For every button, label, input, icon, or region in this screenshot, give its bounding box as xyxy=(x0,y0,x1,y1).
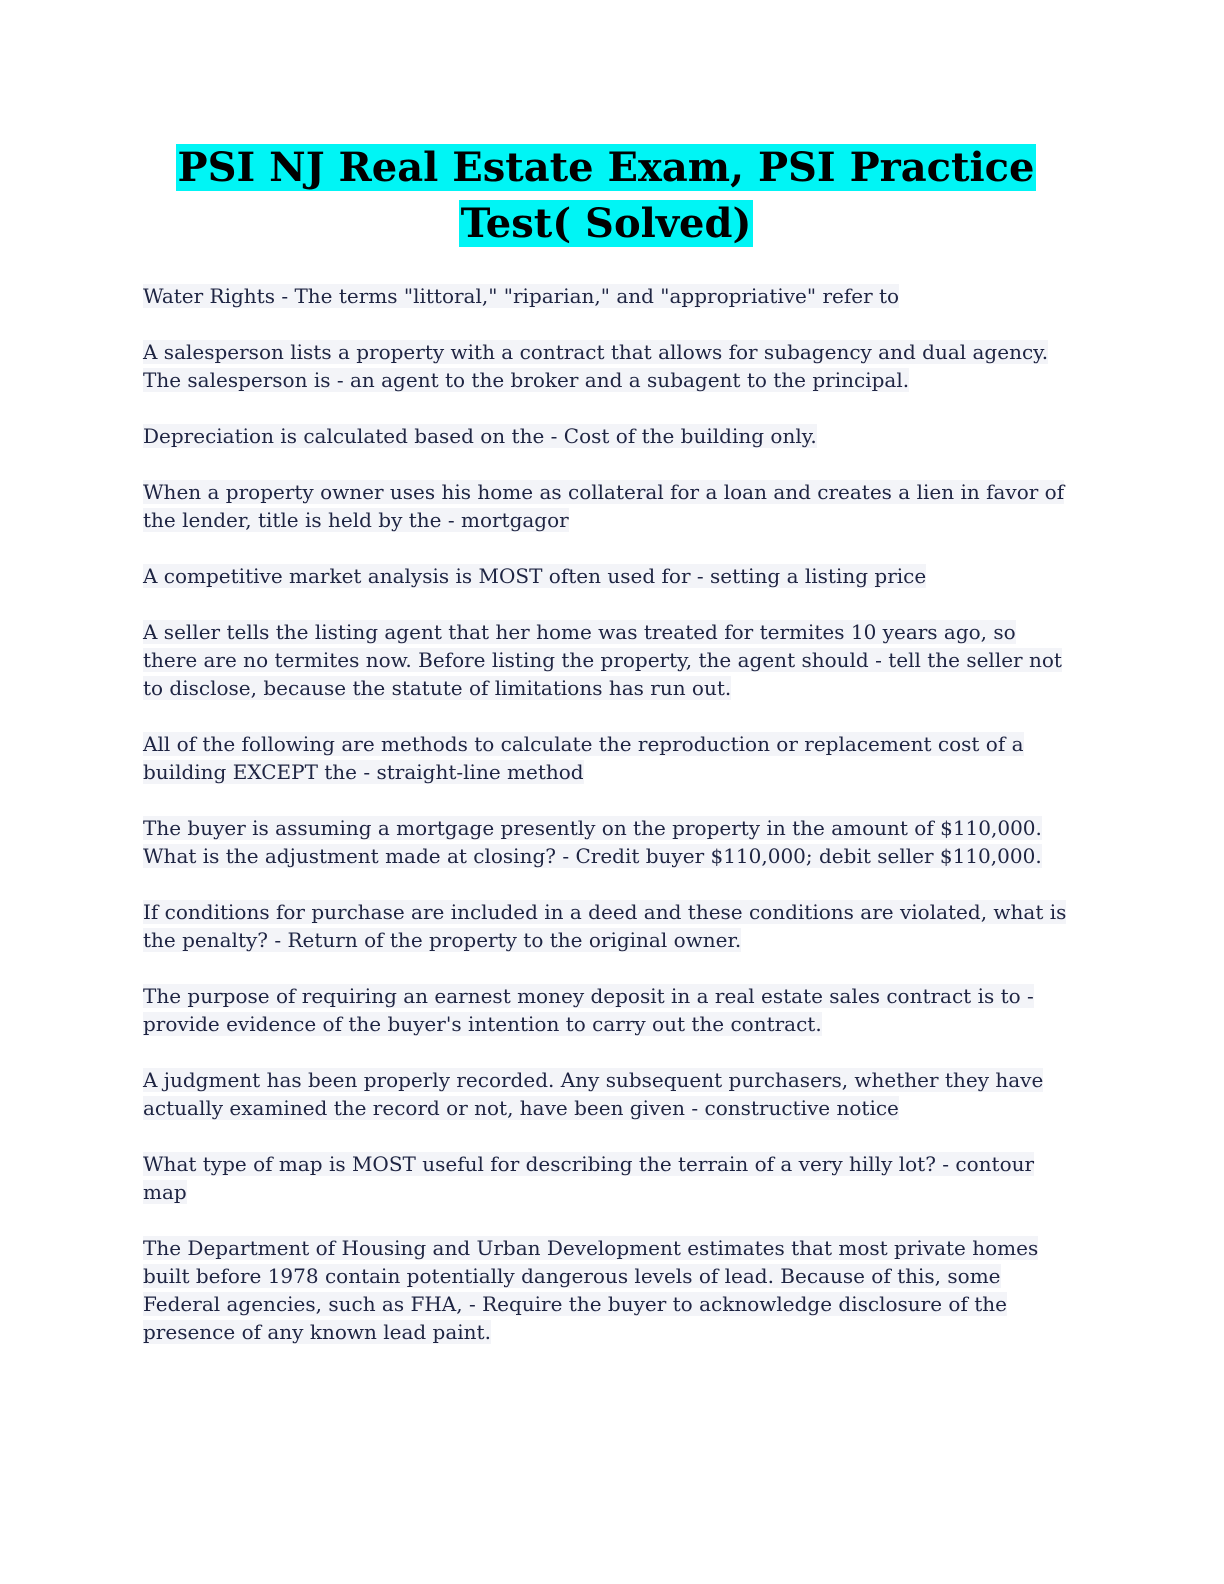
qa-item xyxy=(143,282,1069,310)
qa-text: A seller tells the listing agent that her home was treated for termites 10 years ago, so there are no termites now. Before listing the property, the agent should - tell the seller not to disclose, because the statute of limitations has run out. xyxy=(143,620,1062,700)
qa-item xyxy=(143,982,1069,1038)
qa-item xyxy=(143,730,1069,786)
qa-text: Depreciation is calculated based on the - Cost of the building only. xyxy=(143,424,817,448)
qa-item xyxy=(143,814,1069,870)
qa-text: The buyer is assuming a mortgage presently on the property in the amount of $110,000. What is the adjustment made at closing? - Credit buyer $110,000; debit seller $110,000. xyxy=(143,816,1042,868)
qa-text: All of the following are methods to calculate the reproduction or replacement cost of a building EXCEPT the - straight-line method xyxy=(143,732,1024,784)
qa-item xyxy=(143,422,1069,450)
qa-item xyxy=(143,1066,1069,1122)
qa-text: The Department of Housing and Urban Development estimates that most private homes built before 1978 contain potentially dangerous levels of lead. Because of this, some Federal agencies, such as FHA, - Require the buyer to acknowledge disclosure of the presence of any known lead paint. xyxy=(143,1236,1039,1344)
qa-text: Water Rights - The terms "littoral," "riparian," and "appropriative" refer to xyxy=(143,284,900,308)
qa-text: A salesperson lists a property with a contract that allows for subagency and dual agency. The salesperson is - an agent to the broker and a subagent to the principal. xyxy=(143,340,1049,392)
qa-text: What type of map is MOST useful for describing the terrain of a very hilly lot? - contour map xyxy=(143,1152,1035,1204)
qa-item xyxy=(143,618,1069,702)
qa-item xyxy=(143,1150,1069,1206)
qa-text: A competitive market analysis is MOST often used for - setting a listing price xyxy=(143,564,927,588)
qa-item xyxy=(143,478,1069,534)
qa-text: When a property owner uses his home as collateral for a loan and creates a lien in favor of the lender, title is held by the - mortgagor xyxy=(143,480,1065,532)
document-title xyxy=(143,140,1069,252)
qa-text: If conditions for purchase are included in a deed and these conditions are violated, what is the penalty? - Return of the property to the original owner. xyxy=(143,900,1067,952)
qa-text: The purpose of requiring an earnest money deposit in a real estate sales contract is to - provide evidence of the buyer's intention to carry out the contract. xyxy=(143,984,1034,1036)
title-block xyxy=(143,140,1069,252)
qa-item xyxy=(143,562,1069,590)
qa-item xyxy=(143,338,1069,394)
qa-list xyxy=(143,282,1069,1374)
qa-text: A judgment has been properly recorded. Any subsequent purchasers, whether they have actually examined the record or not, have been given - constructive notice xyxy=(143,1068,1044,1120)
document-title-text: PSI NJ Real Estate Exam, PSI Practice Test( Solved) xyxy=(177,144,1035,247)
qa-item xyxy=(143,898,1069,954)
qa-item xyxy=(143,1234,1069,1346)
